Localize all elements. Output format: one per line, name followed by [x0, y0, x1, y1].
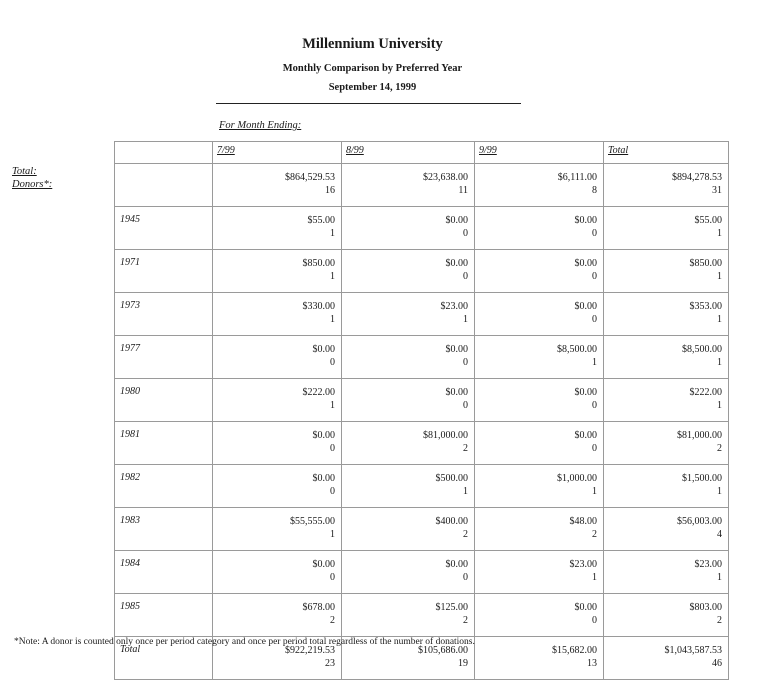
donor-count: 4 [717, 529, 722, 540]
amount-value: $55.00 [307, 215, 335, 226]
donor-count: 0 [592, 443, 597, 454]
table-cell [213, 594, 342, 637]
report-date: September 14, 1999 [328, 82, 417, 93]
donor-count: 2 [463, 443, 468, 454]
donor-count: 1 [330, 314, 335, 325]
amount-value: $55,555.00 [290, 516, 335, 527]
row-year-label: 1985 [115, 594, 213, 637]
row-year-label: 1973 [115, 293, 213, 336]
donor-count: 0 [592, 271, 597, 282]
amount-value: $0.00 [574, 215, 597, 226]
amount-value: $0.00 [445, 258, 468, 269]
row-year-label: 1984 [115, 551, 213, 594]
table-cell [342, 508, 475, 551]
table-cell [213, 551, 342, 594]
table-cell [475, 293, 604, 336]
donor-count: 1 [592, 572, 597, 583]
amount-value: $81,000.00 [423, 430, 468, 441]
table-cell [342, 594, 475, 637]
donor-count: 2 [592, 529, 597, 540]
row-year-label: 1982 [115, 465, 213, 508]
table-cell [604, 594, 729, 637]
table-row [115, 422, 729, 465]
amount-value: $353.00 [689, 301, 722, 312]
donor-count: 1 [717, 271, 722, 282]
table-row [115, 465, 729, 508]
donor-count: 0 [592, 400, 597, 411]
amount-value: $500.00 [435, 473, 468, 484]
table-cell [604, 379, 729, 422]
amount-value: $15,682.00 [552, 645, 597, 656]
table-cell [342, 336, 475, 379]
amount-value: $1,043,587.53 [664, 645, 722, 656]
table-cell [604, 465, 729, 508]
amount-value: $1,500.00 [682, 473, 722, 484]
amount-value: $105,686.00 [418, 645, 468, 656]
donor-count: 23 [325, 658, 335, 669]
amount-value: $850.00 [689, 258, 722, 269]
row-year-label [115, 164, 213, 207]
table-cell [604, 336, 729, 379]
donor-count: 19 [458, 658, 468, 669]
table-row [115, 551, 729, 594]
table-row [115, 336, 729, 379]
amount-value: $922,219.53 [285, 645, 335, 656]
donor-count: 1 [717, 572, 722, 583]
row-year-label: 1983 [115, 508, 213, 551]
table-cell [604, 551, 729, 594]
donor-count: 1 [592, 357, 597, 368]
amount-value: $894,278.53 [672, 172, 722, 183]
table-cell [342, 379, 475, 422]
amount-value: $850.00 [302, 258, 335, 269]
year-column-header [115, 142, 213, 164]
donor-count: 0 [463, 400, 468, 411]
amount-value: $23.00 [694, 559, 722, 570]
donor-count: 1 [463, 486, 468, 497]
column-header: 9/99 [475, 142, 604, 164]
donor-count: 8 [592, 185, 597, 196]
table-cell [342, 293, 475, 336]
amount-value: $0.00 [445, 387, 468, 398]
amount-value: $6,111.00 [557, 172, 597, 183]
table-cell [475, 379, 604, 422]
donor-count: 0 [330, 357, 335, 368]
table-cell [213, 508, 342, 551]
donor-count: 1 [463, 314, 468, 325]
table-cell [475, 164, 604, 207]
donor-count: 1 [717, 228, 722, 239]
table-cell [475, 250, 604, 293]
table-cell [604, 207, 729, 250]
donor-count: 0 [463, 271, 468, 282]
amount-value: $8,500.00 [682, 344, 722, 355]
donor-count: 0 [330, 443, 335, 454]
donor-count: 11 [458, 185, 468, 196]
amount-value: $125.00 [435, 602, 468, 613]
table-cell [342, 422, 475, 465]
amount-value: $0.00 [312, 430, 335, 441]
amount-value: $23.00 [569, 559, 597, 570]
donor-count: 1 [330, 529, 335, 540]
table-cell [475, 551, 604, 594]
donor-count: 0 [330, 572, 335, 583]
table-cell [213, 207, 342, 250]
donor-count: 0 [330, 486, 335, 497]
table-cell [604, 164, 729, 207]
table-header-row [115, 142, 729, 164]
table-cell [213, 379, 342, 422]
table-cell [213, 293, 342, 336]
table-row [115, 293, 729, 336]
table-cell [342, 164, 475, 207]
column-header: Total [604, 142, 729, 164]
amount-value: $0.00 [574, 301, 597, 312]
row-year-label: 1945 [115, 207, 213, 250]
amount-value: $23.00 [440, 301, 468, 312]
donor-count: 0 [592, 228, 597, 239]
table-cell [342, 250, 475, 293]
amount-value: $48.00 [569, 516, 597, 527]
amount-value: $81,000.00 [677, 430, 722, 441]
table-row [115, 508, 729, 551]
table-cell [342, 207, 475, 250]
table-cell [604, 508, 729, 551]
amount-value: $0.00 [574, 430, 597, 441]
donor-count: 1 [717, 486, 722, 497]
table-cell [213, 164, 342, 207]
for-month-ending-label: For Month Ending: [219, 120, 302, 131]
amount-value: $0.00 [312, 559, 335, 570]
table-cell [604, 422, 729, 465]
amount-value: $678.00 [302, 602, 335, 613]
table-row [115, 379, 729, 422]
table-cell [475, 465, 604, 508]
totals-row-label [12, 165, 52, 191]
row-year-label: Total [115, 637, 213, 680]
donor-count: 0 [463, 572, 468, 583]
donor-count: 1 [717, 400, 722, 411]
amount-value: $0.00 [574, 387, 597, 398]
amount-value: $0.00 [574, 258, 597, 269]
table-row [115, 250, 729, 293]
table-cell [475, 508, 604, 551]
donor-count: 31 [712, 185, 722, 196]
donor-count: 1 [717, 357, 722, 368]
amount-value: $0.00 [312, 344, 335, 355]
amount-value: $400.00 [435, 516, 468, 527]
donor-count: 2 [717, 615, 722, 626]
row-year-label: 1971 [115, 250, 213, 293]
donor-count: 0 [463, 228, 468, 239]
amount-value: $56,003.00 [677, 516, 722, 527]
column-header: 7/99 [213, 142, 342, 164]
donor-count: 0 [592, 615, 597, 626]
table-cell [342, 551, 475, 594]
amount-value: $23,638.00 [423, 172, 468, 183]
donor-count: 1 [330, 228, 335, 239]
donor-count: 16 [325, 185, 335, 196]
donor-count: 2 [330, 615, 335, 626]
amount-value: $222.00 [302, 387, 335, 398]
donor-count: 1 [592, 486, 597, 497]
column-header: 8/99 [342, 142, 475, 164]
donor-count: 0 [592, 314, 597, 325]
header-rule [216, 103, 521, 104]
amount-value: $864,529.53 [285, 172, 335, 183]
donor-count: 13 [587, 658, 597, 669]
table-cell [475, 637, 604, 680]
amount-value: $8,500.00 [557, 344, 597, 355]
donor-count: 1 [330, 271, 335, 282]
table-cell [475, 594, 604, 637]
amount-value: $0.00 [445, 344, 468, 355]
amount-value: $0.00 [574, 602, 597, 613]
amount-value: $1,000.00 [557, 473, 597, 484]
donor-count: 2 [717, 443, 722, 454]
row-year-label: 1980 [115, 379, 213, 422]
donor-count: 2 [463, 615, 468, 626]
table-cell [475, 207, 604, 250]
amount-value: $0.00 [445, 559, 468, 570]
table-row [115, 207, 729, 250]
row-year-label: 1981 [115, 422, 213, 465]
amount-value: $0.00 [312, 473, 335, 484]
report-subtitle: Monthly Comparison by Preferred Year [282, 63, 463, 74]
table-cell [213, 422, 342, 465]
table-cell [213, 465, 342, 508]
donor-count: 1 [717, 314, 722, 325]
table-cell [475, 422, 604, 465]
amount-value: $803.00 [689, 602, 722, 613]
table-cell [342, 465, 475, 508]
table-cell [604, 637, 729, 680]
donor-count: 1 [330, 400, 335, 411]
footnote: *Note: A donor is counted only once per period category and once per period total regardless of the number of donations. [14, 637, 475, 647]
table-cell [604, 293, 729, 336]
table-cell [604, 250, 729, 293]
report-title: Millennium University [302, 36, 443, 52]
donors-label: Donors*: [12, 179, 53, 190]
table-cell [475, 336, 604, 379]
donor-count: 0 [463, 357, 468, 368]
amount-value: $0.00 [445, 215, 468, 226]
total-label: Total: [12, 166, 37, 177]
amount-value: $222.00 [689, 387, 722, 398]
table-cell [213, 250, 342, 293]
table-row [115, 594, 729, 637]
amount-value: $55.00 [694, 215, 722, 226]
comparison-table [114, 141, 729, 680]
row-year-label: 1977 [115, 336, 213, 379]
donor-count: 2 [463, 529, 468, 540]
table-cell [213, 336, 342, 379]
donor-count: 46 [712, 658, 722, 669]
amount-value: $330.00 [302, 301, 335, 312]
table-row [115, 164, 729, 207]
